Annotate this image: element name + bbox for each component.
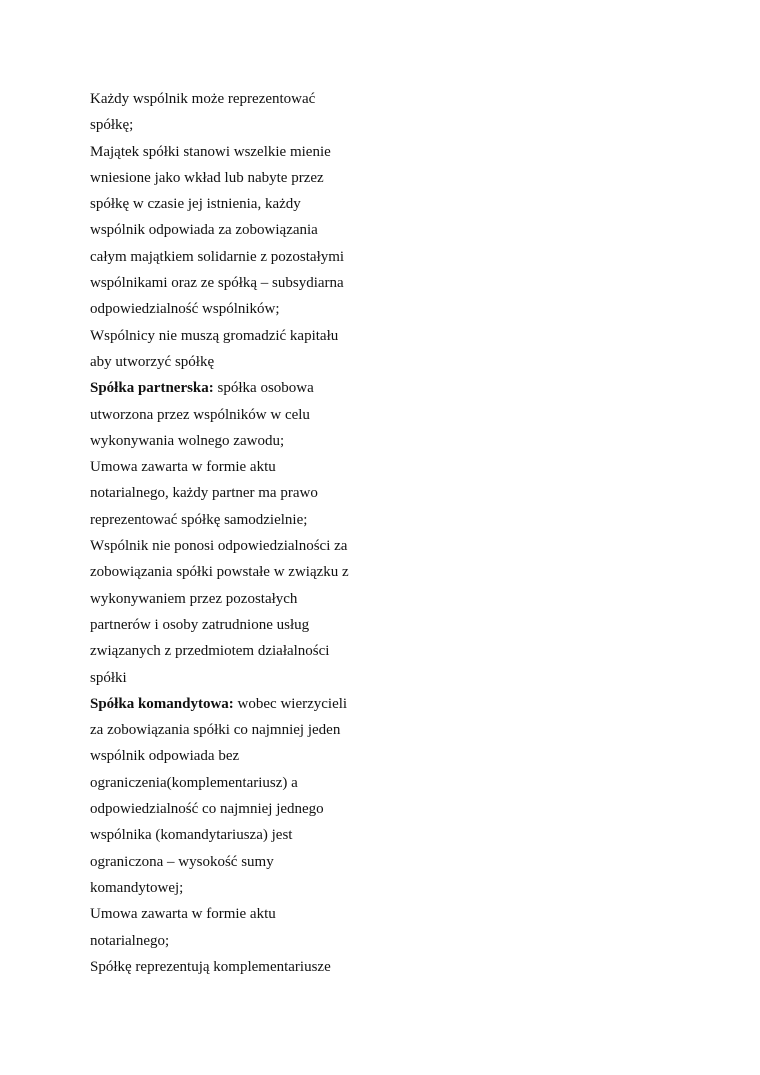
- text-line: wykonywania wolnego zawodu;: [90, 432, 285, 449]
- text-line: wykonywaniem przez pozostałych: [90, 590, 298, 607]
- text-line: odpowiedzialność wspólników;: [90, 301, 280, 318]
- text-line: aby utworzyć spółkę: [90, 353, 215, 370]
- text-line: Wspólnicy nie muszą gromadzić kapitału: [90, 327, 339, 344]
- text-line: reprezentować spółkę samodzielnie;: [90, 511, 308, 528]
- text-line: wspólnik odpowiada bez: [90, 748, 240, 765]
- text-line: za zobowiązania spółki co najmniej jeden: [90, 722, 341, 739]
- section-heading-line: Spółka komandytowa: wobec wierzycieli: [90, 695, 348, 712]
- text-line: wspólnika (komandytariusza) jest: [90, 827, 293, 844]
- text-line: notarialnego, każdy partner ma prawo: [90, 485, 318, 502]
- text-line: Spółkę reprezentują komplementariusze: [90, 958, 331, 975]
- text-line: Umowa zawarta w formie aktu: [90, 459, 276, 476]
- text-line: Każdy wspólnik może reprezentować: [90, 91, 316, 107]
- text-line: ograniczenia(komplementariusz) a: [90, 774, 298, 791]
- text-line: ograniczona – wysokość sumy: [90, 853, 274, 870]
- section-heading: Spółka komandytowa:: [90, 695, 234, 712]
- text-line: spółkę w czasie jej istnienia, każdy: [90, 196, 301, 213]
- text-line: odpowiedzialność co najmniej jednego: [90, 801, 324, 818]
- text-line: wniesione jako wkład lub nabyte przez: [90, 169, 324, 186]
- text-line: wspólnik odpowiada za zobowiązania: [90, 222, 318, 239]
- text-line: wspólnikami oraz ze spółką – subsydiarna: [90, 275, 344, 292]
- text-line: Wspólnik nie ponosi odpowiedzialności za: [90, 538, 348, 555]
- text-line: Umowa zawarta w formie aktu: [90, 906, 276, 923]
- text-line: Majątek spółki stanowi wszelkie mienie: [90, 143, 331, 160]
- text-line: spółki: [90, 669, 127, 686]
- text-line: związanych z przedmiotem działalności: [90, 643, 330, 660]
- document-page: [90, 86, 390, 980]
- text-line: utworzona przez wspólników w celu: [90, 406, 310, 423]
- section-heading-line: Spółka partnerska: spółka osobowa: [90, 380, 314, 397]
- text-line: partnerów i osoby zatrudnione usług: [90, 616, 310, 633]
- section-heading: Spółka partnerska:: [90, 380, 214, 397]
- text-line: notarialnego;: [90, 932, 170, 949]
- text-line: całym majątkiem solidarnie z pozostałymi: [90, 248, 345, 265]
- text-line: komandytowej;: [90, 879, 184, 896]
- text-line: zobowiązania spółki powstałe w związku z: [90, 564, 349, 581]
- text-line: spółkę;: [90, 117, 134, 134]
